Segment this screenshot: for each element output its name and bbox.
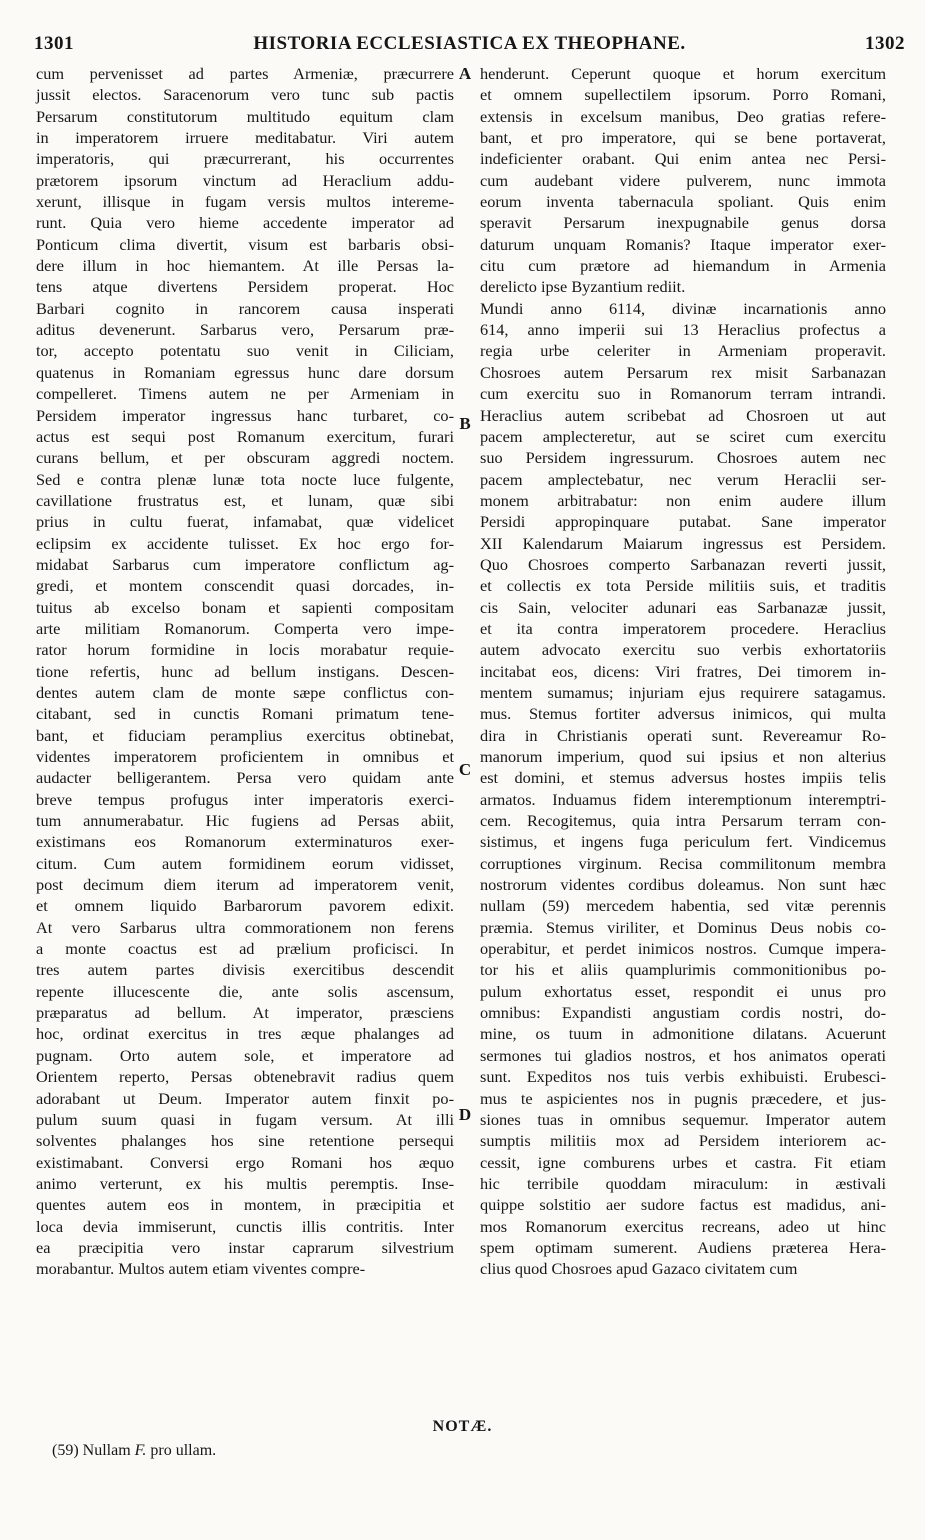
text-line: pulum suum quasi in fugam versum. At illi <box>36 1109 454 1129</box>
text-line: hic terribile quoddam miraculum: in æstivali <box>480 1173 886 1193</box>
text-line: sumptis militiis mox ad Persidem interiorem ac- <box>480 1131 886 1151</box>
text-line: midabat Sarbarus cum imperatore conflictum ag- <box>36 554 454 574</box>
text-line: dentes autem clam de monte sæpe conflictus con- <box>36 682 454 702</box>
footnote-number: (59) <box>52 1442 79 1459</box>
text-line: mus. Stemus fortiter adversus inimicos, qui multa <box>480 704 886 724</box>
text-line: suo Persidem ingressurum. Chosroes autem nec <box>480 448 886 468</box>
text-line: ea præcipitia vero instar caprarum silvestrium <box>36 1237 454 1257</box>
text-line: arte militiam Romanorum. Comperta vero impe- <box>36 618 454 638</box>
text-line: Mundi anno 6114, divinæ incarnationis anno <box>480 298 886 318</box>
text-line: videntes imperatorem proficientem in omnibus et <box>36 747 454 766</box>
text-line: actus est sequi post Romanum exercitum, furari <box>36 426 454 446</box>
text-line: imperatoris, qui præcurrerant, his occurrentes <box>36 149 454 169</box>
text-line: citabant, sed in cunctis Romani primatum tene- <box>36 704 454 724</box>
margin-marker-d: D <box>458 1105 472 1124</box>
text-line: tor, accepto potentatu suo venit in Ciliciam, <box>36 341 454 361</box>
text-line: tens atque divertens Persidem properat. Hoc <box>36 277 454 297</box>
text-line: Chosroes autem Persarum rex misit Sarbanazan <box>480 362 886 382</box>
text-line: clius quod Chosroes apud Gazaco civitatem cum <box>480 1259 798 1279</box>
text-line: breve tempus profugus inter imperatoris exerci- <box>36 789 454 809</box>
text-line: solventes phalanges hos sine retentione persequi <box>36 1131 454 1151</box>
text-line: sermones tui gladios nostros, et hos animatos operati <box>480 1045 886 1065</box>
text-line: quippe solstitio aer sudore factus est madidus, ani- <box>480 1195 886 1215</box>
text-line: cum audebant videre pulverem, nunc immota <box>480 170 886 190</box>
text-line: tum annumerabatur. Hic fugiens ad Persas abiit, <box>36 811 454 831</box>
text-line: 614, anno imperii sui 13 Heraclius profectus a <box>480 320 886 340</box>
text-line: omnibus: Expandisti angustiam cordis nostri, do- <box>480 1003 886 1023</box>
text-line: præmia. Stemus viriliter, et Dominus Deus nobis co- <box>480 917 886 937</box>
text-line: henderunt. Ceperunt quoque et horum exercitum <box>480 64 886 83</box>
text-line: dere illum in hoc hiemantem. At ille Persas la- <box>36 256 454 276</box>
text-line: a monte coactus est ad prælium proficisci. In <box>36 939 454 959</box>
text-line: autem advocato exercitu suo verbis exhortatoriis <box>480 640 886 660</box>
text-line: quatenus in Romaniam egressus hunc dare dorsum <box>36 362 454 382</box>
text-line: cem. Recogitemus, quia intra Persarum terram con- <box>480 811 886 831</box>
text-line: cum exercitu suo in Romanorum terram intrandi. <box>480 384 886 404</box>
text-line: gredi, et montem conscendit quasi dorcades, in- <box>36 576 454 596</box>
text-line: runt. Quia vero hieme accedente imperator ad <box>36 213 454 233</box>
text-line: bant, et fiduciam peramplius exercitus obtinebat, <box>36 725 454 745</box>
text-line: Orientem reperto, Persas obtenebravit radius quem <box>36 1067 454 1087</box>
text-line: nostrorum videntes cordibus doleamus. Non sunt hæc <box>480 875 886 895</box>
text-line: cavillatione frustratus est, et lunam, quæ sibi <box>36 490 454 510</box>
text-line: aditus devenerunt. Sarbarus vero, Persarum præ- <box>36 320 454 340</box>
notes-heading: NOTÆ. <box>432 1418 493 1435</box>
text-line: existimabant. Conversi ergo Romani hos æquo <box>36 1152 454 1172</box>
text-line: est domini, et stemus adversus hostes impiis telis <box>480 768 886 788</box>
text-line: cis Sain, velociter adunari eas Sarbanazæ jussit, <box>480 597 886 617</box>
margin-marker-c: C <box>458 760 472 779</box>
text-line: Heraclius autem scribebat ad Chosroen ut aut <box>480 405 886 425</box>
text-line: compelleret. Timens autem ne per Armeniam in <box>36 384 454 404</box>
text-line: corruptiones virginum. Recisa commilitonum membra <box>480 853 886 873</box>
text-line: prætorem ipsorum vinctum ad Heraclium addu- <box>36 170 454 190</box>
text-line: tione refertis, hunc ad bellum instigans. Descen- <box>36 661 454 681</box>
text-line: in imperatorem irruere meditabatur. Viri autem <box>36 128 454 148</box>
text-line: loca devia immiserunt, cunctis illis contritis. Inter <box>36 1216 454 1236</box>
text-line: extensis in excelsum manibus, Deo gratias refere- <box>480 106 886 126</box>
text-line: pugnam. Orto autem sole, et imperatore ad <box>36 1045 454 1065</box>
text-line: regia urbe celeriter in Armeniam properavit. <box>480 341 886 361</box>
text-line: Barbari cognito in rancorem causa insperati <box>36 298 454 318</box>
text-line: dira in Christianis operati sunt. Revereamur Ro- <box>480 725 886 745</box>
text-line: citu cum prætore ad hiemandum in Armenia <box>480 256 886 276</box>
text-line: post decimum diem iterum ad imperatorem venit, <box>36 875 454 895</box>
text-line: mus te aspicientes nos in pugnis præcedere, et jus- <box>480 1088 886 1108</box>
text-line: siones tuas in omnibus sequemur. Imperator autem <box>480 1109 886 1129</box>
text-line: tor his et aliis quamplurimis commonitionibus po- <box>480 960 886 980</box>
text-line: pulum exhortatus esset, respondit ei unus pro <box>480 981 886 1001</box>
text-line: hoc, ordinat exercitus in tres æque phalanges ad <box>36 1024 454 1044</box>
text-line: speravit Persarum inexpugnabile genus dorsa <box>480 213 886 233</box>
text-line: mentem sumamus; injuriam ejus requirere satagamus. <box>480 682 886 702</box>
margin-marker-b: B <box>459 414 471 433</box>
text-line: adorabant ut Deum. Imperator autem finxit po- <box>36 1088 454 1108</box>
text-line: Persidi appropinquare putabat. Sane imperator <box>480 512 886 532</box>
text-line: animo verterunt, ex his multis peremptis. Inse- <box>36 1173 454 1193</box>
text-line: tres autem partes divisis exercitibus descendit <box>36 960 454 980</box>
text-line: existimans eos Romanorum exterminaturos exer- <box>36 832 454 852</box>
text-line: mine, os tuum in admonitione dilatans. Acuerunt <box>480 1024 886 1044</box>
text-line: repente illucescente die, ante solis ascensum, <box>36 981 454 1001</box>
text-line: et ita contra imperatorem procedere. Heraclius <box>480 618 886 638</box>
text-line: xerunt, illisque in fugam versis multos intereme- <box>36 192 454 212</box>
text-line: monem arbitrabatur: non enim audere illum <box>480 490 886 510</box>
running-title: HISTORIA ECCLESIASTICA EX THEOPHANE. <box>253 33 686 54</box>
text-line: quentes autem eos in montem, in præcipitia et <box>36 1195 454 1215</box>
text-line: armatos. Induamus fidem interemptionum interemptri- <box>480 789 886 809</box>
text-line: Persidem imperator ingressus hanc turbaret, co- <box>36 405 454 425</box>
margin-marker-a: A <box>458 64 472 83</box>
text-line: indeficienter orabant. Qui enim antea nec Persi- <box>480 149 886 169</box>
text-line: cessit, igne comburens urbes et castra. Fit etiam <box>480 1152 886 1172</box>
page-number-left: 1301 <box>34 33 74 54</box>
text-line: prius in cultu fuerat, infamabat, quæ videlicet <box>36 512 454 532</box>
text-line: et omnem supellectilem ipsorum. Porro Romani, <box>480 85 886 105</box>
text-line: et collectis ex tota Perside militiis suis, et traditis <box>480 576 886 596</box>
text-line: mos Romanorum exercitus recreans, adeo ut hinc <box>480 1216 886 1236</box>
text-line: sistimus, et ingens fuga periculum fert. Vindicemus <box>480 832 886 852</box>
text-line: sunt. Expeditos nos tuis verbis exhibuisti. Erubesci- <box>480 1067 886 1087</box>
text-line: præparatus ad bellum. At imperator, præsciens <box>36 1003 454 1023</box>
text-line: tuitus ab excelso bonam et sapienti compositam <box>36 597 454 617</box>
text-line: rator horum formidine in locis morabatur requie- <box>36 640 454 660</box>
text-line: eclipsim ex accidente tulisset. Ex hoc ergo for- <box>36 533 454 553</box>
text-line: audacter belligerantem. Persa vero quidam ante <box>36 768 454 788</box>
text-line: Ponticum clima divertit, visum est barbaris obsi- <box>36 234 454 254</box>
text-line: derelicto ipse Byzantium rediit. <box>480 277 686 297</box>
text-line: manorum imperium, quod sui ipsius et non alterius <box>480 747 886 766</box>
footnote <box>52 1442 216 1460</box>
text-line: At vero Sarbarus ultra commorationem non ferens <box>36 917 454 937</box>
footnote-siglum: F. <box>134 1442 147 1459</box>
text-line: et omnem liquido Barbarorum pavorem edixit. <box>36 896 454 916</box>
text-line: daturum unquam Romanis? Itaque imperator exer- <box>480 234 886 254</box>
text-line: spem optimam sumerent. Audiens præterea Hera- <box>480 1237 886 1257</box>
right-column <box>480 63 886 1280</box>
text-line: Persarum constitutorum multitudo equitum clam <box>36 106 454 126</box>
text-line: jussit electos. Saracenorum vero tunc sub pactis <box>36 85 454 105</box>
text-line: Quo Chosroes comperto Sarbanazan reverti jussit, <box>480 554 886 574</box>
text-line: XII Kalendarum Maiarum ingressus est Persidem. <box>480 533 886 553</box>
text-line: pacem amplecteretur, aut se sciret cum exercitu <box>480 426 886 446</box>
text-line: cum pervenisset ad partes Armeniæ, præcurrere <box>36 64 454 83</box>
text-line: morabantur. Multos autem etiam viventes compre- <box>36 1259 366 1279</box>
left-column <box>36 63 454 1280</box>
page-header <box>34 33 905 61</box>
text-line: bant, et pro imperatore, qui se bene portaverat, <box>480 128 886 148</box>
footnote-text: Nullam <box>82 1442 131 1459</box>
text-line: citum. Cum autem formidinem eorum vidisset, <box>36 853 454 873</box>
text-line: incitabat eos, dicens: Viri fratres, Dei timorem in- <box>480 661 886 681</box>
footnote-rest: pro ullam. <box>150 1442 217 1459</box>
text-line: Sed e contra plenæ lunæ tota nocte luce fulgente, <box>36 469 454 489</box>
text-line: curans bellum, et per obscuram aggredi noctem. <box>36 448 454 468</box>
text-line: eorum inventa tabernacula spoliant. Quis enim <box>480 192 886 212</box>
text-line: operabitur, et perdet inimicos nostros. Cumque impera- <box>480 939 886 959</box>
text-line: pacem amplectebatur, nec verum Heraclii ser- <box>480 469 886 489</box>
text-line: nullam (59) mercedem habentia, sed vitæ perennis <box>480 896 886 916</box>
page-number-right: 1302 <box>865 33 905 54</box>
